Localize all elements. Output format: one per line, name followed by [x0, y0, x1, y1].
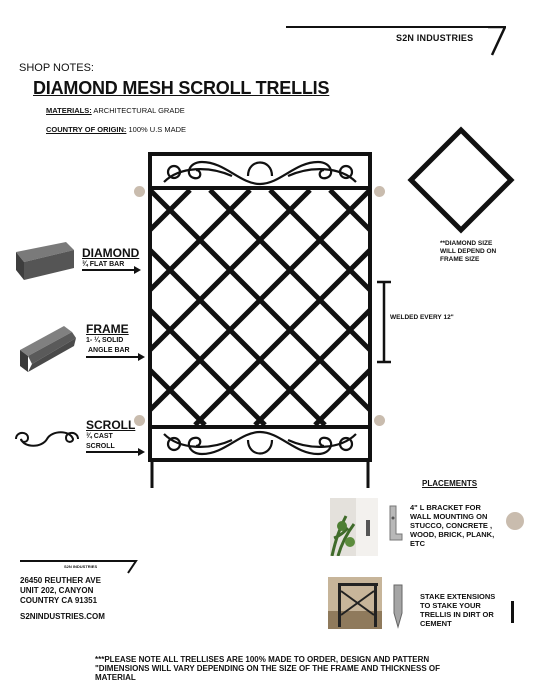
part-desc-scroll-1: ¾ CAST [86, 433, 113, 440]
bracket-line: 4" L BRACKET FOR [410, 503, 481, 512]
page-title: DIAMOND MESH SCROLL TRELLIS [33, 78, 330, 98]
materials-line [46, 106, 185, 115]
stake-photo-icon [328, 577, 382, 629]
diamond-callout-icon [405, 124, 517, 236]
wall-photo-icon [330, 498, 378, 556]
materials-value: ARCHITECTURAL GRADE [91, 106, 185, 115]
bracket-line: STUCCO, CONCRETE , [410, 521, 493, 530]
part-desc-frame-2: ANGLE BAR [88, 347, 130, 354]
bracket-description [410, 503, 494, 548]
bracket-dot [506, 512, 524, 530]
brand-name: S2N INDUSTRIES [396, 33, 474, 43]
flat-bar-icon [14, 240, 76, 282]
part-desc-frame-1: 1- ¼ SOLID [86, 337, 124, 344]
footer-line: ***PLEASE NOTE ALL TRELLISES ARE 100% MADE TO ORDER, DESIGN AND PATTERN [95, 655, 430, 664]
top-scroll-ornament [164, 162, 356, 184]
part-desc-diamond: ¾ FLAT BAR [82, 261, 125, 268]
l-bracket-icon [384, 504, 404, 544]
angle-bar-icon [16, 322, 78, 374]
stake-line: TO STAKE YOUR [420, 601, 481, 610]
arrow-frame-icon [86, 352, 146, 362]
bottom-scroll-ornament [164, 432, 356, 454]
scroll-icon [12, 426, 82, 452]
stake-spike-icon [390, 583, 406, 629]
bracket-line: WALL MOUNTING ON [410, 512, 488, 521]
arrow-diamond-icon [82, 265, 142, 275]
welded-note: WELDED EVERY 12" [390, 314, 454, 321]
mount-dot-bottom-left [134, 415, 145, 426]
stake-line: TRELLIS IN DIRT OR [420, 610, 494, 619]
stake-description [420, 592, 495, 628]
part-label-frame: FRAME [86, 322, 129, 336]
address-line: 26450 REUTHER AVE [20, 576, 101, 585]
footer-line: "DIMENSIONS WILL VARY DEPENDING ON THE SIZE OF THE FRAME AND THICKNESS OF [95, 664, 440, 673]
footer-line: MATERIAL [95, 673, 136, 682]
part-desc-scroll-2: SCROLL [86, 443, 115, 450]
placements-heading: PLACEMENTS [422, 479, 478, 488]
trellis-drawing [140, 148, 380, 493]
part-label-diamond: DIAMOND [82, 246, 140, 260]
origin-line [46, 125, 186, 134]
diamond-lattice [140, 190, 380, 425]
mount-dot-top-left [134, 186, 145, 197]
company-address [20, 576, 101, 606]
diamond-note-line: FRAME SIZE [440, 256, 480, 263]
diamond-note-line: WILL DEPEND ON [440, 248, 497, 255]
company-website[interactable]: S2NINDUSTRIES.COM [20, 612, 105, 621]
bracket-line: ETC [410, 539, 425, 548]
address-line: COUNTRY CA 91351 [20, 596, 98, 605]
stake-line: CEMENT [420, 619, 452, 628]
stake-marker [511, 601, 514, 623]
shop-notes-label: SHOP NOTES: [19, 62, 94, 74]
brand-slash-icon [486, 26, 506, 56]
diamond-note-line: **DIAMOND SIZE [440, 240, 493, 247]
stake-line: STAKE EXTENSIONS [420, 592, 496, 601]
company-small-brand: S2N INDUSTRIES [64, 564, 98, 569]
arrow-scroll-icon [86, 447, 146, 457]
materials-key: MATERIALS: [46, 106, 92, 115]
part-label-scroll: SCROLL [86, 418, 136, 432]
brand-rule [286, 26, 501, 28]
address-line: UNIT 202, CANYON [20, 586, 94, 595]
origin-value: 100% U.S MADE [126, 125, 187, 134]
origin-key: COUNTRY OF ORIGIN: [46, 125, 127, 134]
mount-dot-top-right [374, 186, 385, 197]
footer-disclaimer [95, 655, 475, 682]
mount-dot-bottom-right [374, 415, 385, 426]
welded-dimension-icon [374, 280, 394, 364]
diamond-size-note [440, 240, 496, 264]
bracket-line: WOOD, BRICK, PLANK, [410, 530, 495, 539]
